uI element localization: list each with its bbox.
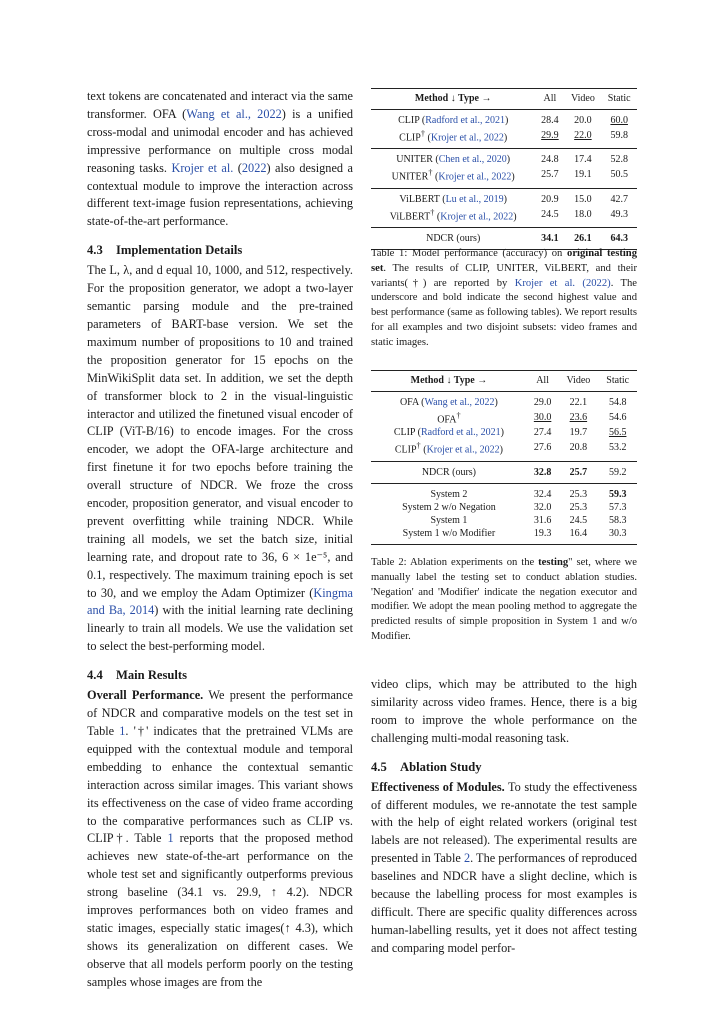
section-heading-main-results <box>87 666 353 684</box>
static-value <box>601 206 637 228</box>
table-row <box>371 483 637 501</box>
header-all: All <box>527 371 559 392</box>
overall-text: reports that the proposed method achieves new state-of-the-art performance on the whole test set and significantly outperforms previous strong baseline (34.1 vs. 29.9, ↑ 4.2). NDCR improves performances both on video frames and static images, especially static images(↑ 4.3), which shows its generalization on different cases. We observe that all models perform poorly on the testing samples whose images are from the <box>87 831 353 989</box>
table-ref-link[interactable]: 1 <box>167 831 174 846</box>
value-text: 22.1 <box>569 397 588 408</box>
overall-performance-paragraph <box>87 687 353 991</box>
value-text: 59.8 <box>610 130 628 142</box>
value-text: 20.8 <box>569 442 588 454</box>
value-text: 25.3 <box>569 501 588 513</box>
method-cell: ViLBERT† (Krojer et al., 2022) <box>389 207 517 222</box>
all-value <box>527 527 559 545</box>
all-value <box>527 501 559 514</box>
citation-link[interactable]: Krojer et al. <box>171 160 234 175</box>
method-name: CLIP <box>394 444 417 456</box>
value-text: 24.5 <box>541 208 559 220</box>
caption-label: Table 1: <box>371 248 408 259</box>
citation-link[interactable]: Krojer et al., 2022 <box>430 132 504 144</box>
all-value <box>527 439 559 461</box>
all-value <box>527 409 559 426</box>
citation-link[interactable]: Kingma and Ba, 2014 <box>87 585 353 618</box>
all-value <box>527 514 559 527</box>
table-row <box>371 149 637 167</box>
static-value <box>601 166 637 188</box>
value-text: 24.5 <box>569 514 588 526</box>
method-cell <box>371 501 527 514</box>
value-text: 52.8 <box>610 154 628 166</box>
method-cell <box>371 514 527 527</box>
table-ref-link[interactable]: 2 <box>463 851 471 866</box>
video-value <box>564 206 601 228</box>
static-value <box>598 439 637 461</box>
static-value <box>598 483 637 501</box>
header-static: Static <box>598 371 637 392</box>
value-text: 49.3 <box>610 208 628 220</box>
citation-link[interactable]: Wang et al., 2022 <box>186 106 282 121</box>
method-cell <box>371 483 527 501</box>
table-header-row <box>371 89 637 110</box>
intro-text: ) also designed a contextual module to improve the interaction across different text-image fusion representations, achieving state-of-the-art performance. <box>87 160 353 229</box>
static-value <box>601 127 637 149</box>
table-row <box>371 461 637 483</box>
table-header-row <box>371 371 637 392</box>
caption-text: . The results of CLIP, UNITER, ViLBERT, and their variants(†) are reported by <box>371 262 637 289</box>
static-value <box>598 527 637 545</box>
all-value <box>535 188 564 206</box>
citation-link[interactable]: Krojer et al. (2022) <box>514 277 611 289</box>
citation-link[interactable]: Wang et al., 2022 <box>424 397 495 408</box>
caption-bold: original testing set <box>371 248 637 274</box>
method-name: System 2 <box>430 488 468 500</box>
value-text: 50.5 <box>610 169 628 181</box>
caption-label: Table 2: <box>371 557 407 568</box>
section-heading-implementation <box>87 241 353 259</box>
header-all: All <box>535 89 564 110</box>
caption-bold: testing <box>538 557 569 568</box>
method-name: OFA <box>399 397 419 408</box>
value-text: 32.4 <box>533 488 552 500</box>
implementation-text: ) with the initial learning rate declining linearly to train all models. We use the validation set to select the best-performing model. <box>87 603 353 654</box>
video-value <box>558 392 598 410</box>
value-text: 29.9 <box>541 130 559 142</box>
section-title: Main Results <box>116 668 188 683</box>
table-row <box>371 392 637 410</box>
table-row <box>371 501 637 514</box>
citation-link[interactable]: Krojer et al., 2022 <box>426 444 500 456</box>
method-name: OFA <box>437 414 457 426</box>
citation-link[interactable]: Radford et al., 2021 <box>420 427 501 439</box>
all-value <box>527 483 559 501</box>
value-text: 15.0 <box>574 193 592 205</box>
value-text: 18.0 <box>574 208 592 220</box>
caption-text: . The underscore and bold indicate the second highest value and best performance (same as following tables). We report results for all examples and two disjoint subsets: video frames and static images. <box>371 277 637 348</box>
method-cell: UNITER† (Krojer et al., 2022) <box>391 168 515 183</box>
video-value <box>564 127 601 149</box>
method-name: ViLBERT <box>399 193 440 205</box>
value-text: 24.8 <box>541 154 559 166</box>
value-text: 31.6 <box>533 514 552 526</box>
value-text: 25.7 <box>569 466 588 478</box>
header-method: Method ↓ Type → <box>371 371 527 392</box>
static-value <box>601 149 637 167</box>
value-text: 53.2 <box>608 442 627 454</box>
static-value <box>598 514 637 527</box>
method-cell <box>371 527 527 545</box>
right-body <box>371 676 637 958</box>
value-text: 59.3 <box>608 488 627 500</box>
dagger-mark: † <box>428 168 433 178</box>
method-cell: ViLBERT (Lu et al., 2019) <box>371 188 535 206</box>
all-value <box>527 426 559 439</box>
intro-text: ) is a unified cross-modal and unimodal encoder and has achieved impressive performance on multiple cross modal reasoning tasks. <box>87 106 353 175</box>
table-row <box>371 166 637 188</box>
header-static: Static <box>601 89 637 110</box>
section-number: 4.5 <box>371 759 387 774</box>
run-in-heading: Overall Performance. <box>87 688 204 703</box>
dagger-mark: † <box>430 207 435 217</box>
method-cell: CLIP (Radford et al., 2021) <box>398 115 509 126</box>
method-name: CLIP <box>393 427 416 439</box>
table-row <box>371 514 637 527</box>
table-1-caption <box>371 247 637 351</box>
method-name: System 1 <box>430 514 468 526</box>
effectiveness-text: To study the effectiveness of different modules, we re-annotate the test sample with the help of eight related workers (original test labels are not released). The experimental results are presented in Table <box>371 779 637 866</box>
method-cell: CLIP (Radford et al., 2021) <box>393 427 505 439</box>
citation-link[interactable]: Krojer et al., 2022 <box>440 210 514 222</box>
table-row <box>371 426 637 439</box>
dagger-mark: † <box>416 441 421 451</box>
results-table-1 <box>371 88 637 250</box>
method-cell: OFA (Wang et al., 2022) <box>399 397 498 408</box>
caption-text: Ablation experiments on the <box>406 557 539 568</box>
citation-link[interactable]: Radford et al., 2021 <box>425 115 505 126</box>
video-value <box>564 166 601 188</box>
intro-text: ( <box>233 160 242 175</box>
all-value <box>527 392 559 410</box>
citation-link[interactable]: Lu et al., 2019 <box>445 193 504 205</box>
left-column <box>87 88 353 992</box>
value-text: 19.1 <box>574 169 592 181</box>
value-text: 26.1 <box>574 232 592 244</box>
method-name: UNITER <box>396 154 433 166</box>
run-in-heading: Effectiveness of Modules. <box>371 779 505 794</box>
static-value <box>598 409 637 426</box>
video-value <box>558 426 598 439</box>
table-row <box>371 439 637 461</box>
method-cell: CLIP† (Krojer et al., 2022) <box>394 441 503 456</box>
value-text: 25.3 <box>569 488 588 500</box>
method-name: CLIP <box>399 132 421 144</box>
table-row <box>371 127 637 149</box>
section-heading-ablation <box>371 758 637 776</box>
dagger-mark: † <box>420 129 425 138</box>
video-value <box>558 461 598 483</box>
citation-link[interactable]: Krojer et al., 2022 <box>438 171 512 183</box>
value-text: 23.6 <box>569 412 588 424</box>
value-text: 19.3 <box>533 527 552 539</box>
value-text: 20.9 <box>541 193 559 205</box>
video-value <box>564 149 601 167</box>
header-video: Video <box>564 89 601 110</box>
value-text: 30.3 <box>608 527 627 539</box>
dagger-mark: † <box>456 411 461 420</box>
method-cell <box>371 461 527 483</box>
table-row <box>371 188 637 206</box>
table-row <box>371 527 637 545</box>
value-text: 58.3 <box>608 514 627 526</box>
value-text: 22.0 <box>574 130 592 142</box>
value-text: 27.4 <box>533 427 552 439</box>
caption-text: " set, where we manually label the testing set to conduct ablation studies. 'Negation' and 'Modifier' indicate the negation executor and modifier. We adopt the mean pooling method to aggregate the predicted results of simple proposition in System 1 and w/o Modifier. <box>371 557 638 642</box>
value-text: 54.8 <box>608 397 627 408</box>
video-value <box>558 527 598 545</box>
video-value <box>558 439 598 461</box>
table-row <box>371 110 637 128</box>
table-2-caption <box>371 556 637 645</box>
value-text: 59.2 <box>608 466 627 478</box>
static-value <box>598 392 637 410</box>
value-text: 56.5 <box>608 427 627 439</box>
static-value <box>598 426 637 439</box>
value-text: 54.6 <box>608 412 627 424</box>
table-1 <box>371 88 637 250</box>
method-name: CLIP <box>398 115 420 126</box>
value-text: 64.3 <box>610 232 628 244</box>
static-value <box>598 501 637 514</box>
table-row <box>371 206 637 228</box>
method-name: ViLBERT <box>389 210 431 222</box>
video-clips-paragraph: video clips, which may be attributed to the high similarity across video frames. Hence, there is a big room to improve the whole performance on the challenging multi-modal reasoning task. <box>371 677 637 745</box>
method-cell <box>371 409 527 426</box>
effectiveness-text: . The performances of reproduced baselines and NDCR have a slight decline, which is because the labelling process for most examples is difficult. There are specific quality differences across human-labelling results, yet it does not affect testing and comparing model perfor- <box>371 851 637 955</box>
citation-link[interactable]: 2022 <box>241 160 267 175</box>
static-value <box>598 461 637 483</box>
all-value <box>535 127 564 149</box>
static-value <box>601 110 637 128</box>
value-text: 32.8 <box>533 466 552 478</box>
value-text: 30.0 <box>533 412 552 424</box>
results-table-2 <box>371 370 637 545</box>
citation-link[interactable]: Chen et al., 2020 <box>438 154 507 166</box>
static-value <box>601 188 637 206</box>
method-name: UNITER <box>391 171 429 183</box>
video-value <box>564 110 601 128</box>
caption-text: Model performance (accuracy) on <box>407 248 568 259</box>
all-value <box>527 461 559 483</box>
all-value <box>535 149 564 167</box>
video-value <box>558 483 598 501</box>
value-text: 29.0 <box>533 397 552 408</box>
value-text: 42.7 <box>610 193 628 205</box>
method-name: NDCR (ours) <box>421 466 476 478</box>
value-text: 20.0 <box>574 115 592 126</box>
method-name: System 1 w/o Modifier <box>402 527 496 539</box>
intro-paragraph <box>87 88 353 231</box>
value-text: 34.1 <box>541 232 559 244</box>
overall-text: We present the performance of NDCR and comparative models on the test set in Table <box>87 688 353 738</box>
all-value <box>535 166 564 188</box>
method-name: System 2 w/o Negation <box>402 501 496 513</box>
value-text: 28.4 <box>541 115 559 126</box>
all-value <box>535 110 564 128</box>
intro-text: text tokens are concatenated and interact via the same transformer. OFA ( <box>87 89 353 121</box>
section-title: Ablation Study <box>400 759 482 774</box>
value-text: 25.7 <box>541 169 559 181</box>
all-value <box>535 206 564 228</box>
section-number: 4.4 <box>87 668 103 683</box>
section-number: 4.3 <box>87 243 103 258</box>
method-cell: UNITER (Chen et al., 2020) <box>371 149 535 167</box>
value-text: 57.3 <box>608 501 627 513</box>
implementation-paragraph <box>87 262 353 656</box>
effectiveness-paragraph <box>371 779 637 958</box>
method-cell: CLIP† (Krojer et al., 2022) <box>399 129 508 144</box>
table-2 <box>371 370 637 545</box>
header-video: Video <box>558 371 598 392</box>
value-text: 19.7 <box>569 427 588 439</box>
value-text: 17.4 <box>574 154 592 166</box>
header-method: Method ↓ Type → <box>371 89 535 110</box>
value-text: 16.4 <box>569 527 588 539</box>
video-value <box>558 409 598 426</box>
method-name: NDCR (ours) <box>426 232 481 244</box>
value-text: 32.0 <box>533 501 552 513</box>
value-text: 60.0 <box>610 115 628 126</box>
section-title: Implementation Details <box>116 243 243 258</box>
table-row <box>371 409 637 426</box>
overall-text: . '†' indicates that the pretrained VLMs are equipped with the contextual module and temporal embedding to enhance the contextual semantic interaction across similar images. This variant shows its effectiveness on the case of video frame according to the comparative performances such as CLIP vs. CLIP†. Table <box>87 724 353 846</box>
video-value <box>564 188 601 206</box>
value-text: 27.6 <box>533 442 552 454</box>
video-value <box>558 514 598 527</box>
implementation-text: The L, λ, and d equal 10, 1000, and 512, respectively. For the proposition generator, we adopt a two-layer semantic parsing module and the pre-trained parameters of BART-base version. We set the maximum number of propositions to 10 and trained the proposition generator for 15 epochs on the MinWikiSplit data set. In addition, we set the depth of transformer block to 2 in the visual-linguistic interactor and utilized the finetuned visual encoder of CLIP (ViT-B/16) to encode images. For the cross encoder, we adopt the OFA-large architecture and first finetune it for two epochs before training the overall structure of NDCR. We froze the cross encoder, proposition generator, and visual encoder to prevent overfitting while training NDCR. While training all models, we set the batch size, initial learning rate, and dropout rate to 36, 6 × 1e⁻⁵, and 0.1, respectively. The maximum training epoch is set to 30, and we employ the Adam Optimizer ( <box>87 263 353 600</box>
table-ref-link[interactable]: 1 <box>119 724 126 738</box>
video-value <box>558 501 598 514</box>
